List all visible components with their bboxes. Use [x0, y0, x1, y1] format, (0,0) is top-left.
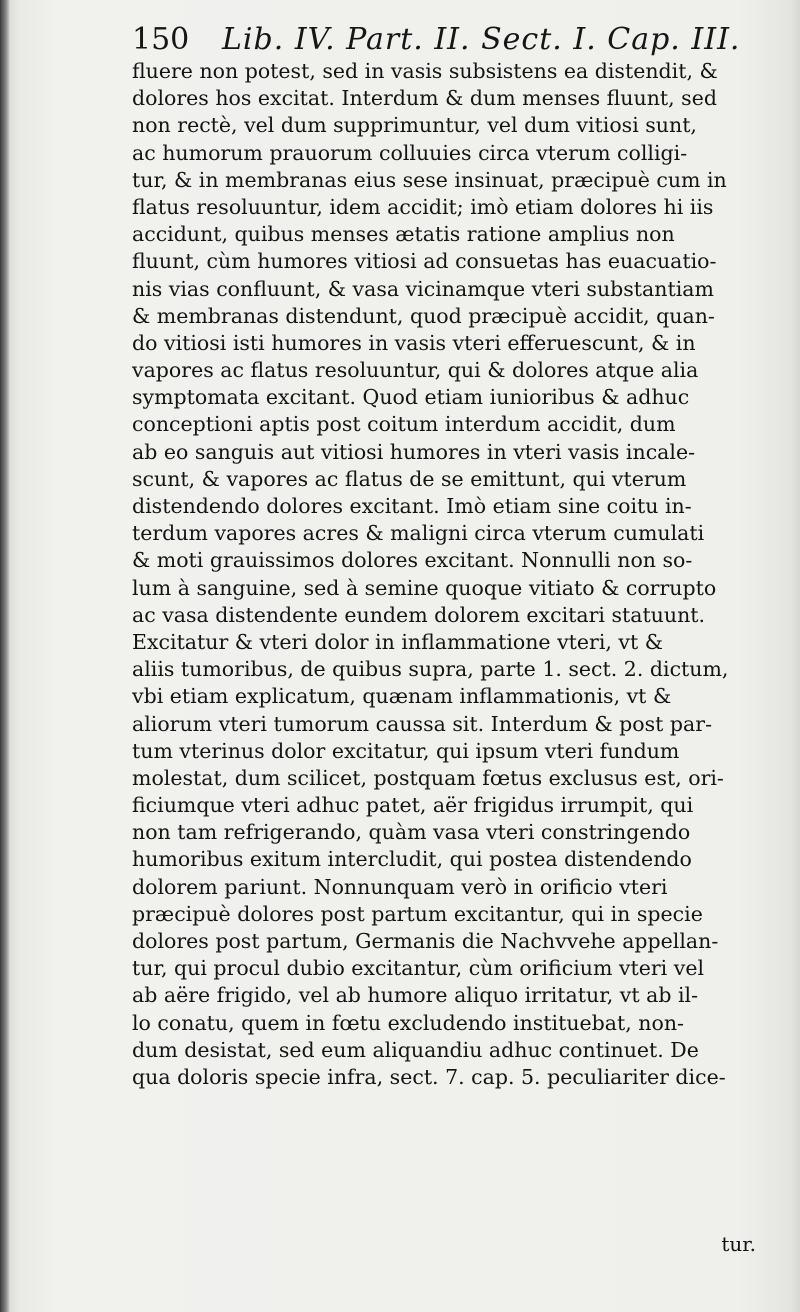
text-line: vapores ac flatus resoluuntur, qui & dolores atque alia	[132, 358, 699, 383]
text-line: ac humorum prauorum colluuies circa vterum colligi-	[132, 140, 688, 165]
text-line: & moti grauissimos dolores excitant. Nonnulli non so-	[132, 548, 693, 573]
text-line: lo conatu, quem in fœtu excludendo instituebat, non-	[132, 1010, 684, 1035]
text-line: nis vias confluunt, & vasa vicinamque vteri substantiam	[132, 276, 714, 301]
text-line: dolorem pariunt. Nonnunquam verò in orificio vteri	[132, 874, 668, 899]
text-line: tum vterinus dolor excitatur, qui ipsum vteri fundum	[132, 738, 680, 763]
text-line: præcipuè dolores post partum excitantur, qui in specie	[132, 901, 703, 926]
body-text	[132, 58, 762, 1091]
text-line: scunt, & vapores ac flatus de se emittunt, qui vterum	[132, 466, 687, 491]
page-gutter-shadow	[0, 0, 10, 1312]
text-line: fluere non potest, sed in vasis subsistens ea distendit, &	[132, 59, 718, 83]
text-line: aliorum vteri tumorum caussa sit. Interdum & post par-	[132, 711, 712, 736]
text-line: dolores hos excitat. Interdum & dum menses fluunt, sed	[132, 86, 717, 111]
text-line: accidunt, quibus menses ætatis ratione amplius non	[132, 222, 675, 247]
text-line: ab aëre frigido, vel ab humore aliquo irritatur, vt ab il-	[132, 983, 699, 1008]
page-number: 150	[132, 22, 190, 57]
text-line: non tam refrigerando, quàm vasa vteri constringendo	[132, 820, 691, 845]
text-line: aliis tumoribus, de quibus supra, parte 1. sect. 2. dictum,	[132, 657, 729, 682]
text-line: do vitiosi isti humores in vasis vteri efferuescunt, & in	[132, 330, 696, 355]
text-line: & membranas distendunt, quod præcipuè accidit, quan-	[132, 303, 715, 328]
text-line: Excitatur & vteri dolor in inflammatione vteri, vt &	[132, 629, 663, 654]
text-line: flatus resoluuntur, idem accidit; imò etiam dolores hi iis	[132, 194, 714, 219]
text-line: ficiumque vteri adhuc patet, aër frigidus irrumpit, qui	[132, 793, 694, 818]
text-line: dum desistat, sed eum aliquandiu adhuc continuet. De	[132, 1037, 699, 1062]
running-head: Lib. IV. Part. II. Sect. I. Cap. III.	[222, 22, 741, 57]
text-line: dolores post partum, Germanis die Nachvvehe appellan-	[132, 929, 719, 953]
text-line: humoribus exitum intercludit, qui postea distendendo	[132, 847, 692, 872]
text-line: molestat, dum scilicet, postquam fœtus exclusus est, ori-	[132, 765, 724, 790]
text-line: ac vasa distendente eundem dolorem excitari statuunt.	[132, 602, 706, 627]
text-line: conceptioni aptis post coitum interdum accidit, dum	[132, 412, 676, 437]
text-line: lum à sanguine, sed à semine quoque vitiato & corrupto	[132, 575, 717, 600]
text-line: symptomata excitant. Quod etiam iunioribus & adhuc	[132, 385, 690, 410]
catchword: tur.	[721, 1232, 756, 1256]
text-line: terdum vapores acres & maligni circa vterum cumulati	[132, 521, 705, 546]
text-line: non rectè, vel dum supprimuntur, vel dum vitiosi sunt,	[132, 113, 697, 138]
text-line: fluunt, cùm humores vitiosi ad consuetas has euacuatio-	[132, 249, 717, 274]
text-line: qua doloris specie infra, sect. 7. cap. 5. peculiariter dice-	[132, 1064, 726, 1089]
text-line: vbi etiam explicatum, quænam inflammationis, vt &	[132, 684, 672, 709]
text-line: tur, qui procul dubio excitantur, cùm orificium vteri vel	[132, 956, 705, 981]
text-line: ab eo sanguis aut vitiosi humores in vteri vasis incale-	[132, 439, 696, 464]
text-line: tur, & in membranas eius sese insinuat, præcipuè cum in	[132, 167, 727, 192]
text-line: distendendo dolores excitant. Imò etiam sine coitu in-	[132, 494, 692, 518]
